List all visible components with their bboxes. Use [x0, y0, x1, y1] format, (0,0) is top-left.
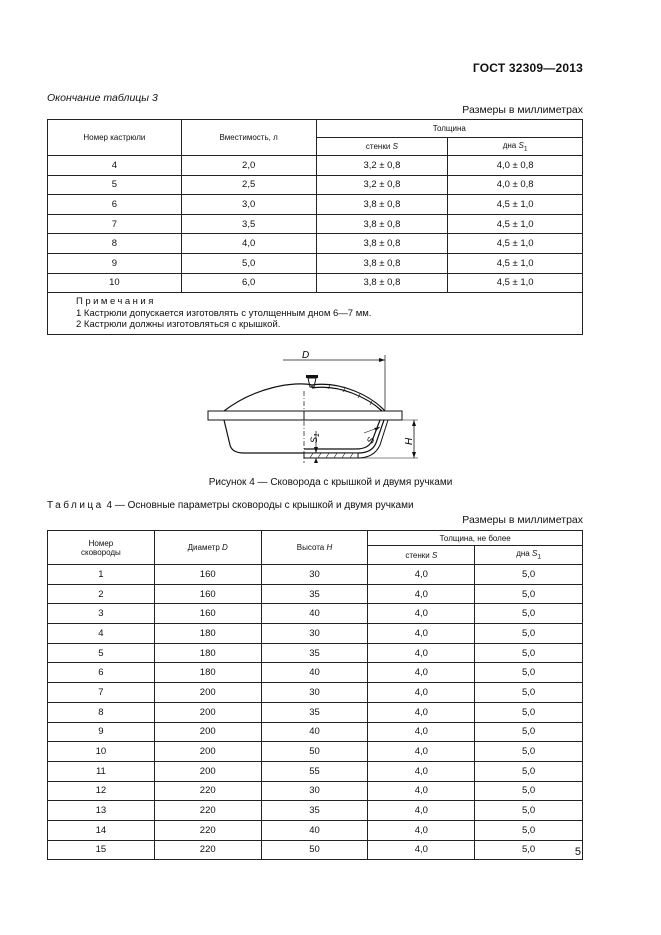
table-cell: 200 [154, 722, 261, 742]
table-row [48, 273, 583, 293]
table-cell: 4,5 ± 1,0 [448, 253, 583, 273]
header-diameter: Диаметр D [154, 531, 261, 565]
table-cell: 4,0 [368, 781, 475, 801]
table-cell: 8 [48, 234, 182, 254]
table-cell: 10 [48, 273, 182, 293]
pan-rim-handles [208, 411, 402, 420]
table-cell: 40 [261, 722, 368, 742]
table-cell: 4,0 [368, 604, 475, 624]
table-cell: 5 [48, 175, 182, 195]
pan-body-outline [224, 420, 304, 453]
table-cell: 35 [261, 643, 368, 663]
table-cell: 3,0 [181, 195, 316, 215]
table-cell: 5,0 [475, 840, 583, 860]
table-cell: 4 [48, 624, 155, 644]
lid-outline [224, 384, 312, 411]
table-cell: 3,8 ± 0,8 [316, 273, 448, 293]
table-cell: 30 [261, 683, 368, 703]
table-cell: 13 [48, 801, 155, 821]
table-cell: 4,0 ± 0,8 [448, 175, 583, 195]
table-cell: 2 [48, 584, 155, 604]
document-standard-header: ГОСТ 32309—2013 [472, 61, 583, 75]
table-row [48, 742, 583, 762]
table-cell: 220 [154, 840, 261, 860]
table-cell: 5,0 [475, 624, 583, 644]
frying-pan-figure [200, 347, 425, 467]
table-row [48, 820, 583, 840]
table-row [48, 175, 583, 195]
table-cell: 6 [48, 663, 155, 683]
header-pan-number: Номер сковороды [48, 531, 155, 565]
table-cell: 4,0 [368, 722, 475, 742]
table-cell: 10 [48, 742, 155, 762]
header-thickness-max: Толщина, не более [368, 531, 583, 546]
table-cell: 220 [154, 801, 261, 821]
table-cell: 5 [48, 643, 155, 663]
header-wall: стенки S [368, 546, 475, 565]
table-cell: 5,0 [475, 742, 583, 762]
table-cell: 40 [261, 663, 368, 683]
table4-units-note: Размеры в миллиметрах [462, 514, 583, 526]
table-cell: 5,0 [475, 702, 583, 722]
table-cell: 4,5 ± 1,0 [448, 273, 583, 293]
table-row [48, 683, 583, 703]
table-cell: 4,0 [181, 234, 316, 254]
table-row [48, 801, 583, 821]
table-row [48, 195, 583, 215]
table-cell: 4,0 [368, 820, 475, 840]
table-row [48, 643, 583, 663]
table-cell: 9 [48, 722, 155, 742]
table-cell: 3,8 ± 0,8 [316, 234, 448, 254]
table-cell: 5,0 [475, 663, 583, 683]
table-cell: 5,0 [475, 683, 583, 703]
table-cell: 5,0 [475, 584, 583, 604]
table-cell: 5,0 [475, 565, 583, 585]
table-cell: 6 [48, 195, 182, 215]
table-cell: 3,5 [181, 214, 316, 234]
table-cell: 12 [48, 781, 155, 801]
table-cell: 40 [261, 820, 368, 840]
table-cell: 180 [154, 663, 261, 683]
table-cell: 200 [154, 742, 261, 762]
table-row [48, 663, 583, 683]
table-cell: 30 [261, 781, 368, 801]
note-1: 1 Кастрюли допускается изготовлять с утолщенным дном 6—7 мм. [76, 307, 372, 319]
table-cell: 11 [48, 761, 155, 781]
table-cell: 200 [154, 683, 261, 703]
table-cell: 3,8 ± 0,8 [316, 253, 448, 273]
table3-notes [48, 293, 583, 335]
table-cell: 1 [48, 565, 155, 585]
header-thickness: Толщина [316, 120, 582, 138]
table3 [47, 119, 583, 335]
table-cell: 35 [261, 584, 368, 604]
table-row [48, 234, 583, 254]
bottom-section [304, 453, 358, 458]
table-cell: 35 [261, 801, 368, 821]
table-cell: 14 [48, 820, 155, 840]
table-cell: 3 [48, 604, 155, 624]
header-pot-number: Номер кастрюли [48, 120, 182, 156]
table-cell: 5,0 [475, 801, 583, 821]
table-cell: 7 [48, 683, 155, 703]
dim-s1-label: $S_1$ [309, 433, 321, 443]
table-row [48, 565, 583, 585]
table-row [48, 253, 583, 273]
table-cell: 220 [154, 781, 261, 801]
header-capacity: Вместимость, л [181, 120, 316, 156]
table-cell: 9 [48, 253, 182, 273]
table-cell: 15 [48, 840, 155, 860]
table-cell: 200 [154, 702, 261, 722]
table-cell: 35 [261, 702, 368, 722]
table-cell: 3,2 ± 0,8 [316, 156, 448, 176]
table-cell: 4,0 [368, 643, 475, 663]
table-cell: 4,0 ± 0,8 [448, 156, 583, 176]
table-cell: 5,0 [475, 820, 583, 840]
table-cell: 180 [154, 624, 261, 644]
table-cell: 4,5 ± 1,0 [448, 195, 583, 215]
table-cell: 3,8 ± 0,8 [316, 195, 448, 215]
table-cell: 5,0 [181, 253, 316, 273]
table-cell: 50 [261, 742, 368, 762]
table-cell: 3,2 ± 0,8 [316, 175, 448, 195]
table-cell: 160 [154, 565, 261, 585]
table-row [48, 604, 583, 624]
note-2: 2 Кастрюли должны изготовляться с крышкой. [76, 319, 281, 331]
table-cell: 5,0 [475, 604, 583, 624]
table-cell: 2,5 [181, 175, 316, 195]
header-wall: стенки S [316, 138, 448, 156]
table4 [47, 530, 583, 860]
notes-title: Примечания [76, 296, 156, 308]
table-cell: 5,0 [475, 722, 583, 742]
table-cell: 4,0 [368, 742, 475, 762]
table-cell: 5,0 [475, 643, 583, 663]
table-cell: 5,0 [475, 781, 583, 801]
table-cell: 4,0 [368, 683, 475, 703]
table-cell: 5,0 [475, 761, 583, 781]
table3-units-note: Размеры в миллиметрах [462, 104, 583, 116]
table-cell: 2,0 [181, 156, 316, 176]
table-row [48, 584, 583, 604]
table3-continuation-label: Окончание таблицы 3 [47, 92, 158, 104]
table-cell: 4,0 [368, 624, 475, 644]
table-cell: 4,0 [368, 761, 475, 781]
table-cell: 4,0 [368, 565, 475, 585]
table-cell: 160 [154, 604, 261, 624]
table-cell: 4,0 [368, 663, 475, 683]
table-cell: 55 [261, 761, 368, 781]
header-bottom: дна $S_1$ [475, 546, 583, 565]
dim-s-label: S [364, 435, 377, 445]
table-cell: 7 [48, 214, 182, 234]
table-cell: 50 [261, 840, 368, 860]
table-cell: 6,0 [181, 273, 316, 293]
table-cell: 4,0 [368, 584, 475, 604]
table-cell: 4,0 [368, 840, 475, 860]
table-row [48, 214, 583, 234]
dim-h-label: H [404, 437, 415, 445]
table-row [48, 156, 583, 176]
header-bottom: дна $S_1$ [448, 138, 583, 156]
table-row [48, 722, 583, 742]
dim-d-label: D [302, 350, 310, 361]
table-cell: 4,0 [368, 801, 475, 821]
table-row [48, 781, 583, 801]
table-cell: 4 [48, 156, 182, 176]
table-cell: 8 [48, 702, 155, 722]
page-number: 5 [574, 846, 581, 858]
header-height: Высота H [261, 531, 368, 565]
table-cell: 4,0 [368, 702, 475, 722]
table-cell: 160 [154, 584, 261, 604]
table-cell: 200 [154, 761, 261, 781]
table4-title: Таблица 4 — Основные параметры сковороды с крышкой и двумя ручками [47, 500, 414, 511]
table-row [48, 702, 583, 722]
table-cell: 4,5 ± 1,0 [448, 214, 583, 234]
table-cell: 3,8 ± 0,8 [316, 214, 448, 234]
figure4-caption: Рисунок 4 — Сковорода с крышкой и двумя ручками [208, 477, 453, 488]
table-cell: 30 [261, 565, 368, 585]
table-cell: 4,5 ± 1,0 [448, 234, 583, 254]
table-cell: 30 [261, 624, 368, 644]
table-cell: 180 [154, 643, 261, 663]
table-row [48, 761, 583, 781]
table-cell: 40 [261, 604, 368, 624]
table-cell: 220 [154, 820, 261, 840]
table-row [48, 624, 583, 644]
table-row [48, 840, 583, 860]
